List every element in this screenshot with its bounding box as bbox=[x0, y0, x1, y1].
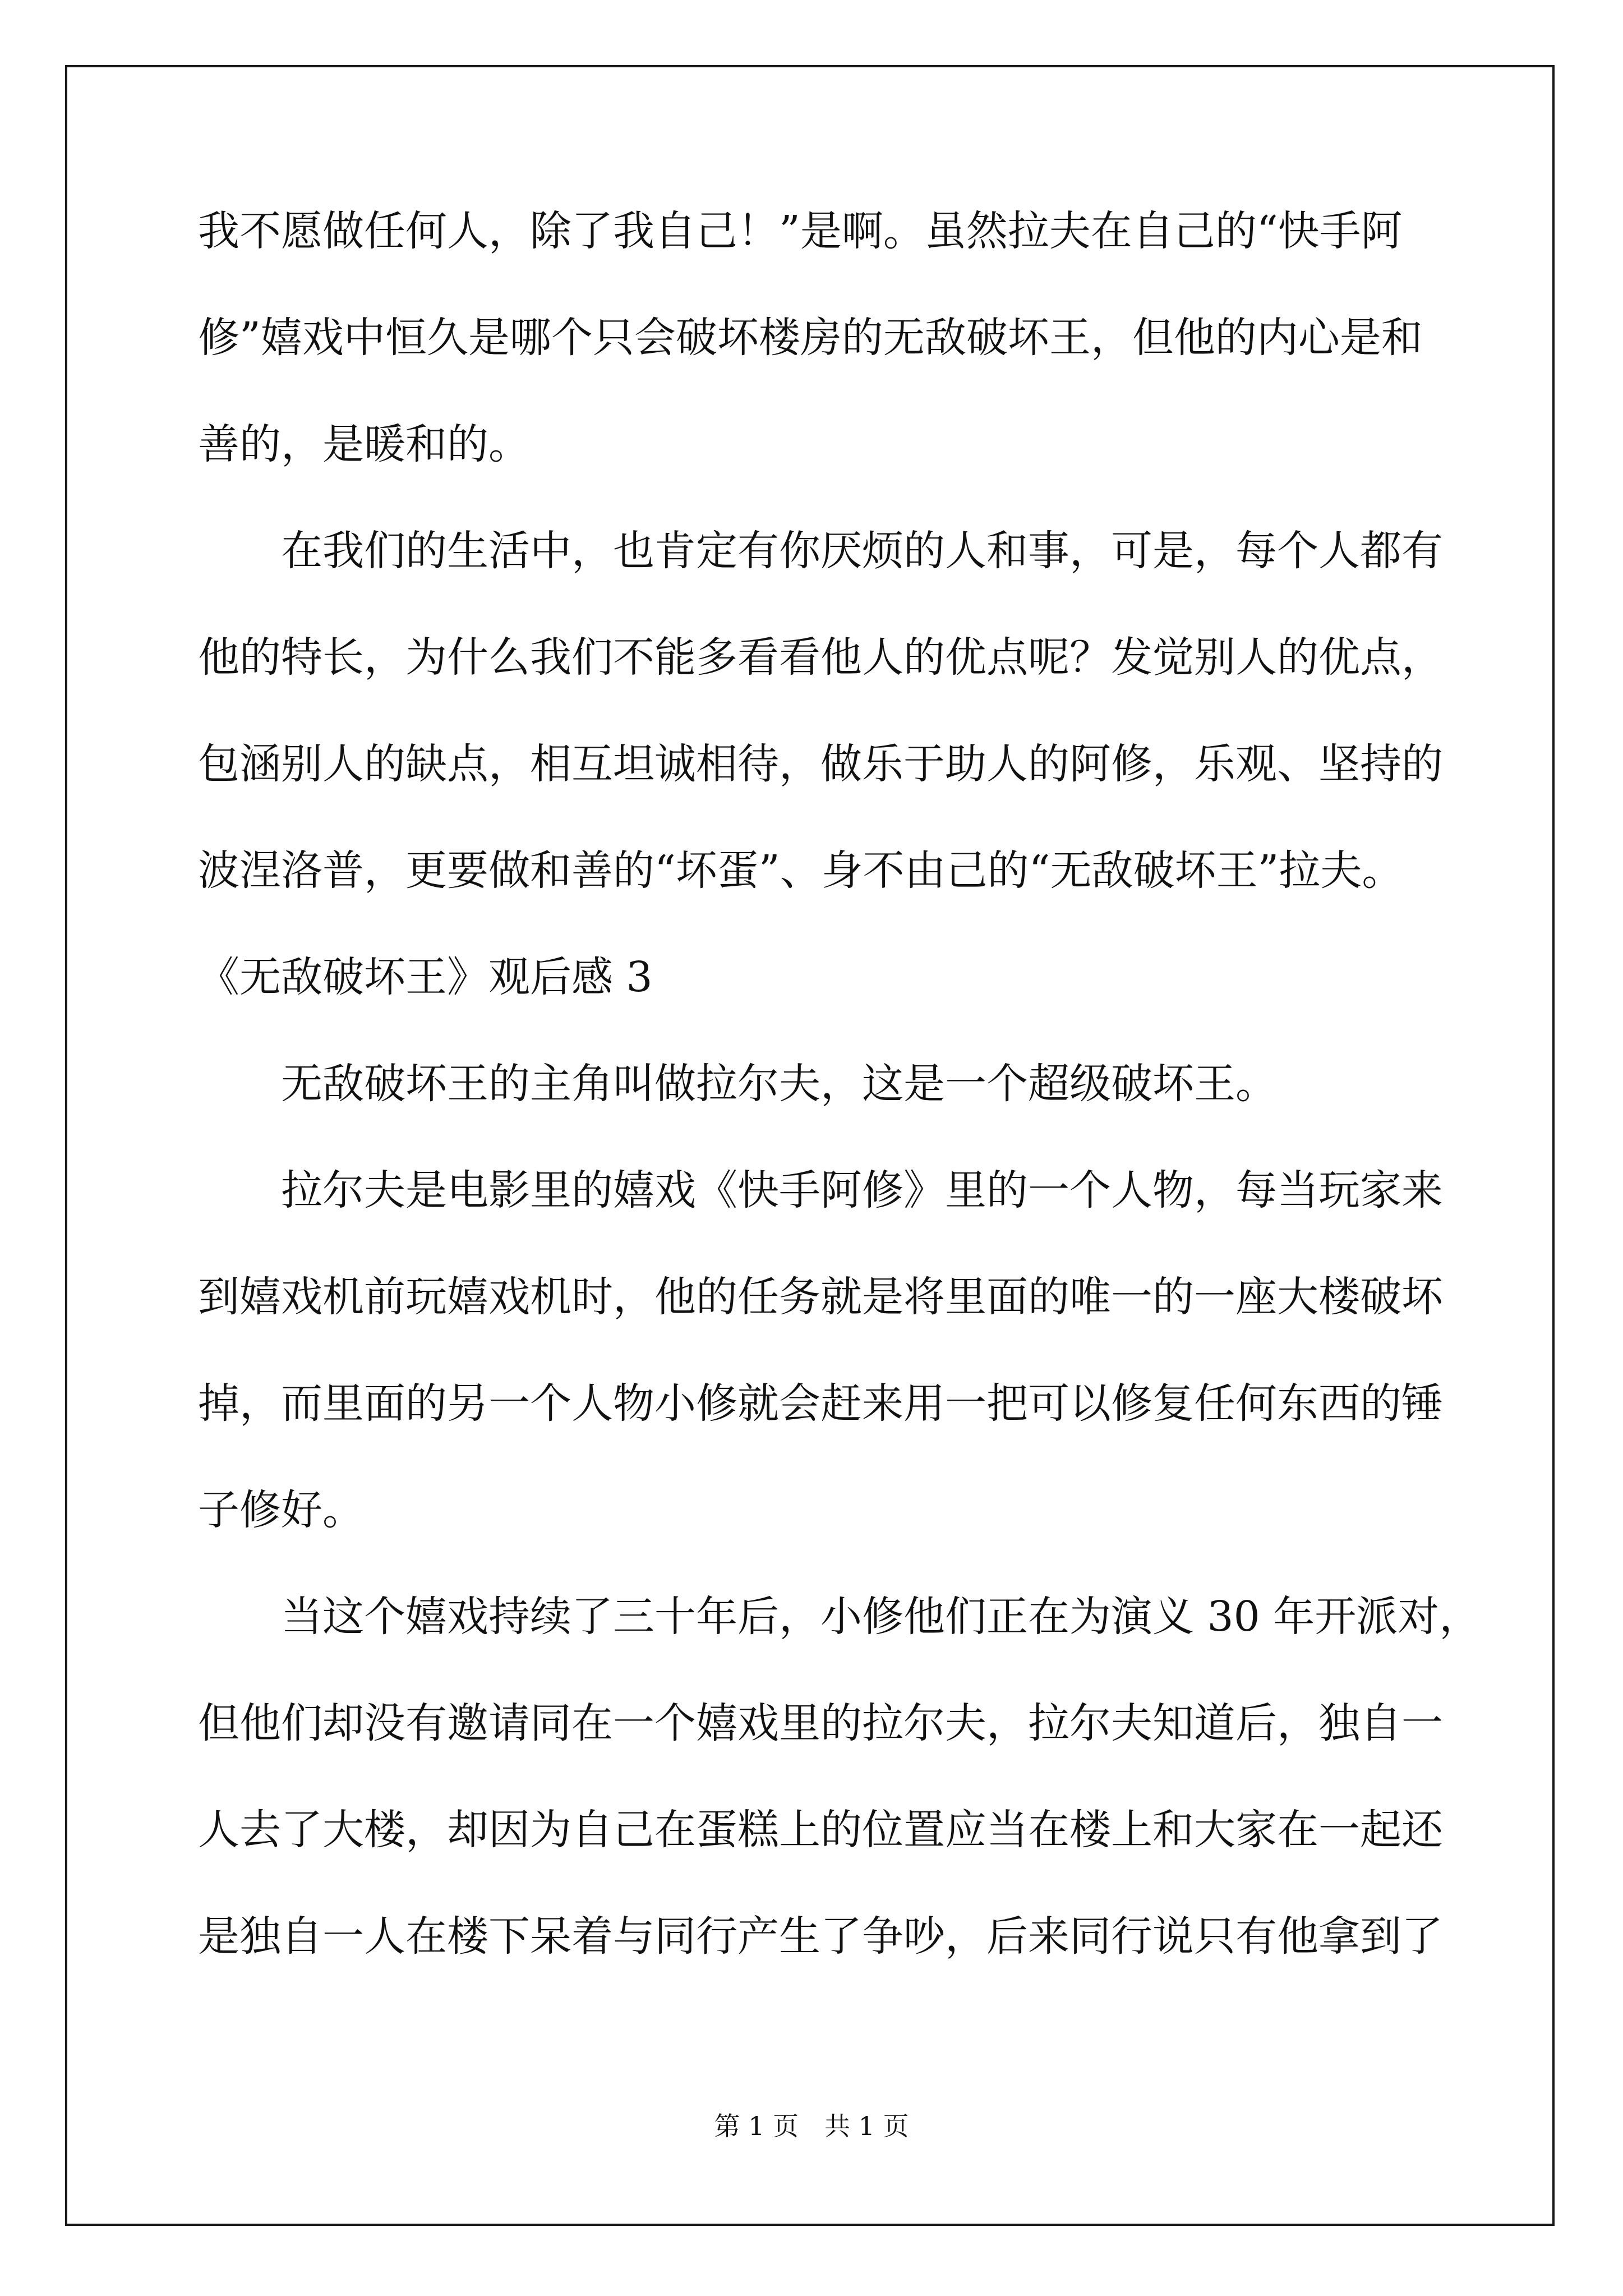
paragraph-first-line: 当这个嬉戏持续了三十年后，小修他们正在为演义 30 年开派对， bbox=[281, 1593, 1481, 1641]
body-line: 修”嬉戏中恒久是哪个只会破坏楼房的无敌破坏王，但他的内心是和 bbox=[198, 314, 1423, 362]
body-line: 他的特长，为什么我们不能多看看他人的优点呢？发觉别人的优点， bbox=[198, 633, 1443, 682]
body-line: 人去了大楼，却因为自己在蛋糕上的位置应当在楼上和大家在一起还 bbox=[198, 1806, 1443, 1854]
body-line: 子修好。 bbox=[198, 1486, 364, 1534]
body-line: 是独自一人在楼下呆着与同行产生了争吵，后来同行说只有他拿到了 bbox=[198, 1912, 1443, 1961]
section-heading: 《无敌破坏王》观后感 3 bbox=[198, 953, 653, 1001]
paragraph-first-line: 在我们的生活中，也肯定有你厌烦的人和事，可是，每个人都有 bbox=[281, 527, 1443, 575]
paragraph-first-line: 无敌破坏王的主角叫做拉尔夫，这是一个超级破坏王。 bbox=[281, 1060, 1277, 1108]
body-line: 包涵别人的缺点，相互坦诚相待，做乐于助人的阿修，乐观、坚持的 bbox=[198, 740, 1443, 788]
page-border bbox=[65, 65, 1555, 2226]
body-line: 到嬉戏机前玩嬉戏机时，他的任务就是将里面的唯一的一座大楼破坏 bbox=[198, 1273, 1443, 1321]
paragraph-first-line: 拉尔夫是电影里的嬉戏《快手阿修》里的一个人物，每当玩家来 bbox=[281, 1166, 1443, 1214]
body-line: 我不愿做任何人，除了我自己！”是啊。虽然拉夫在自己的“快手阿 bbox=[198, 207, 1403, 255]
body-line: 善的，是暖和的。 bbox=[198, 420, 530, 468]
body-line: 但他们却没有邀请同在一个嬉戏里的拉尔夫，拉尔夫知道后，独自一 bbox=[198, 1699, 1443, 1747]
page-number-footer: 第 1 页 共 1 页 bbox=[714, 2111, 909, 2141]
body-line: 波涅洛普，更要做和善的“坏蛋”、身不由己的“无敌破坏王”拉夫。 bbox=[198, 846, 1404, 895]
body-line: 掉，而里面的另一个人物小修就会赶来用一把可以修复任何东西的锤 bbox=[198, 1379, 1443, 1428]
